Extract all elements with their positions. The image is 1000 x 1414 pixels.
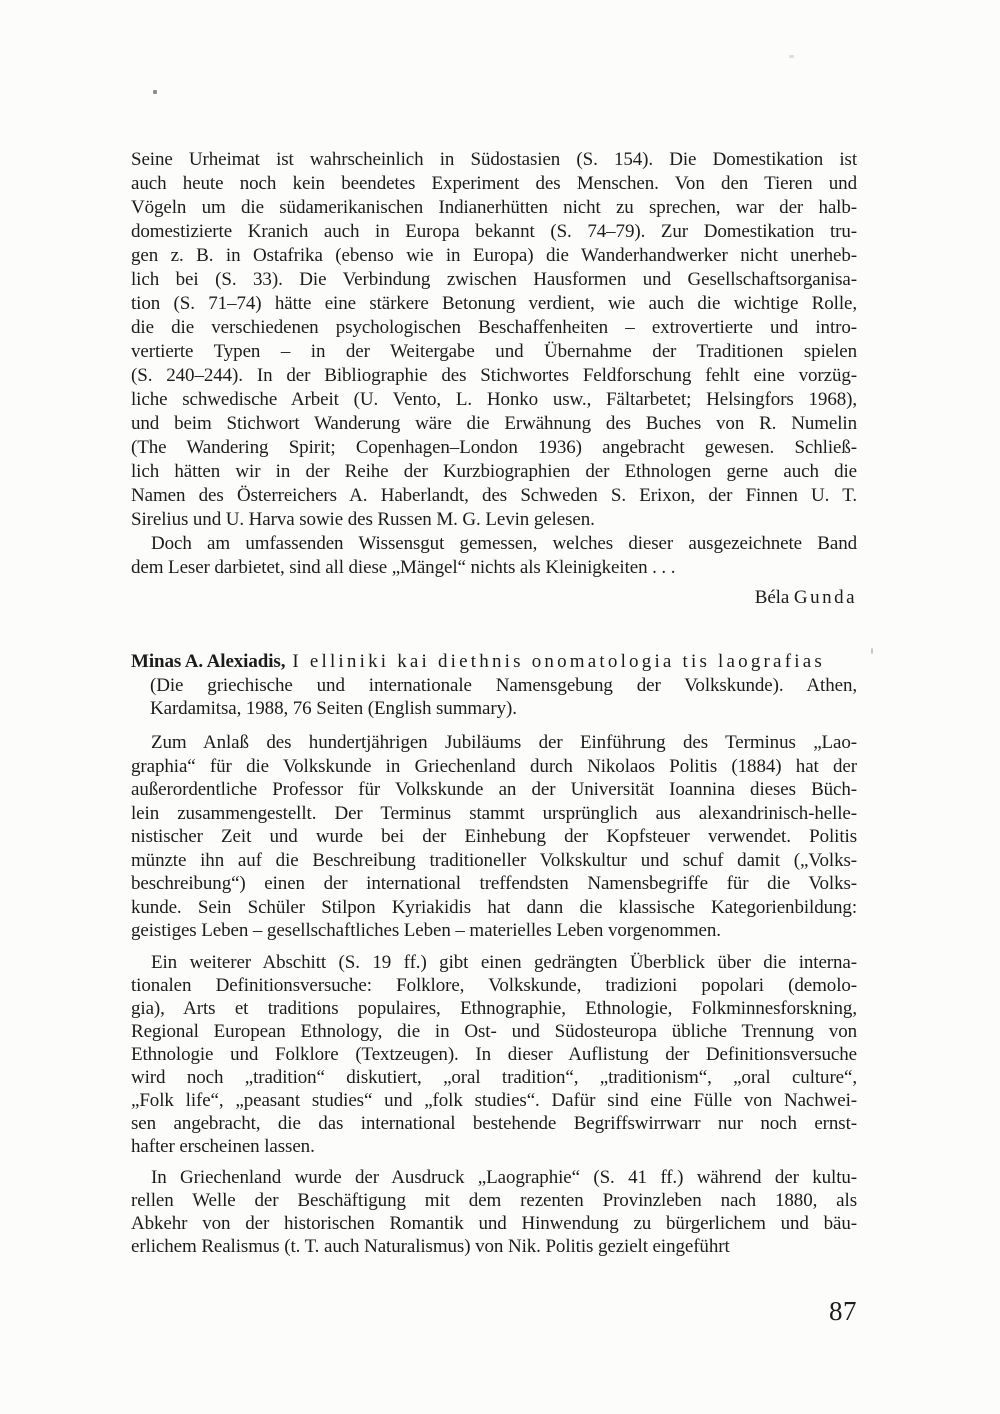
review-author: Minas A. Alexiadis, <box>131 651 286 672</box>
text-line: tionalen Definitionsversuche: Folklore, Volkskunde, tradizioni popolari (demolo- <box>131 975 857 996</box>
text-line: „Folk life“, „peasant studies“ und „folk studies“. Dafür sind eine Fülle von Nachwei- <box>131 1090 857 1111</box>
text-line: dem Leser darbietet, sind all diese „Mängel“ nichts als Kleinigkeiten . . . <box>131 557 676 578</box>
text-line: Abkehr von der historischen Romantik und Hinwendung zu bürgerlichem und bäu- <box>131 1213 857 1234</box>
scan-speck <box>789 55 794 58</box>
text-line: auch heute noch kein beendetes Experiment des Menschen. Von den Tieren und <box>131 173 857 194</box>
review-heading-subtitle <box>131 674 857 721</box>
text-line: rellen Welle der Beschäftigung mit dem rezenten Provinzleben nach 1880, als <box>131 1190 857 1211</box>
review-heading <box>131 650 857 721</box>
text-line: sen angebracht, die das international bestehende Begriffswirrwarr nur noch ernst- <box>131 1113 857 1134</box>
text-line: tion (S. 71–74) hätte eine stärkere Betonung verdient, wie auch die wichtige Rolle, <box>131 293 857 314</box>
text-line: Zum Anlaß des hundertjährigen Jubiläums der Einführung des Terminus „Lao- <box>151 732 857 753</box>
text-line: lich bei (S. 33). Die Verbindung zwischen Hausformen und Gesellschaftsorganisa- <box>131 269 857 290</box>
text-line: Doch am umfassenden Wissensgut gemessen, welches dieser ausgezeichnete Band <box>151 533 857 554</box>
text-line: geistiges Leben – gesellschaftliches Leben – materielles Leben vorgenommen. <box>131 920 721 941</box>
text-line: hafter erscheinen lassen. <box>131 1136 315 1157</box>
text-line: erlichem Realismus (t. T. auch Naturalismus) von Nik. Politis gezielt eingeführt <box>131 1236 730 1257</box>
text-line: Kardamitsa, 1988, 76 Seiten (English summary). <box>150 698 517 719</box>
text-line: (S. 240–244). In der Bibliographie des Stichwortes Feldforschung fehlt eine vorzüg- <box>131 365 857 386</box>
reviewer-signature <box>131 586 857 610</box>
reviewer-given-name: Béla <box>754 587 790 608</box>
text-line: liche schwedische Arbeit (U. Vento, L. Honko usw., Fältarbetet; Helsingfors 1968), <box>131 389 857 410</box>
text-line: beschreibung“) einen der international treffendsten Namensbegriffe für die Volks- <box>131 873 857 894</box>
text-line: kunde. Sein Schüler Stilpon Kyriakidis hat dann die klassische Kategorienbildung: <box>131 896 857 918</box>
text-line: Namen des Österreichers A. Haberlandt, des Schweden S. Erixon, der Finnen U. T. <box>131 485 857 506</box>
text-line: münzte ihn auf die Beschreibung traditioneller Volkskultur und schuf damit („Volks- <box>131 849 857 871</box>
text-line: gen z. B. in Ostafrika (ebenso wie in Europa) die Wanderhandwerker nicht unerheb- <box>131 245 857 266</box>
review-paragraph-2 <box>131 951 857 1158</box>
text-line: (The Wandering Spirit; Copenhagen–London 1936) angebracht gewesen. Schließ- <box>131 437 857 458</box>
review-paragraph-3 <box>131 1166 857 1258</box>
text-line: domestizierte Kranich auch in Europa bekannt (S. 74–79). Zur Domestikation tru- <box>131 221 857 242</box>
text-line: Vögeln um die südamerikanischen Indianerhütten nicht zu sprechen, war der halb- <box>131 197 857 218</box>
review-heading-line <box>131 650 857 674</box>
text-line: Ethnologie und Folklore (Textzeugen). In dieser Auflistung der Definitionsversuche <box>131 1044 857 1065</box>
text-line: graphia“ für die Volkskunde in Griechenland durch Nikolaos Politis (1884) hat der <box>131 755 857 777</box>
text-line: Seine Urheimat ist wahrscheinlich in Südostasien (S. 154). Die Domestikation ist <box>131 149 857 170</box>
scan-speck <box>871 648 873 654</box>
text-line: außerordentliche Professor für Volkskunde an der Universität Ioannina dieses Büch- <box>131 779 857 800</box>
text-line: Ein weiterer Abschitt (S. 19 ff.) gibt einen gedrängten Überblick über die interna- <box>151 952 857 973</box>
text-line: Sirelius und U. Harva sowie des Russen M. G. Levin gelesen. <box>131 509 595 530</box>
review-paragraph-1 <box>131 731 857 943</box>
text-line: (Die griechische und internationale Namensgebung der Volkskunde). Athen, <box>150 674 857 696</box>
text-line: und beim Stichwort Wanderung wäre die Erwähnung des Buches von R. Numelin <box>131 413 857 434</box>
text-line: lein zusammengestellt. Der Terminus stammt ursprünglich aus alexandrinisch-helle- <box>131 802 857 824</box>
text-line: nistischer Zeit und wurde bei der Einhebung der Kopfsteuer verwendet. Politis <box>131 826 857 847</box>
review-title: I elliniki kai diethnis onomatologia tis laografias <box>292 651 825 672</box>
page-number: 87 <box>829 1296 857 1326</box>
reviewer-family-name: Gunda <box>793 587 857 608</box>
text-line: wird noch „tradition“ diskutiert, „oral tradition“, „traditionism“, „oral culture“, <box>131 1067 857 1088</box>
text-line: lich hätten wir in der Reihe der Kurzbiographien der Ethnologen gerne auch die <box>131 461 857 482</box>
scan-speck <box>153 90 157 94</box>
text-line: In Griechenland wurde der Ausdruck „Laographie“ (S. 41 ff.) während der kultu- <box>151 1167 857 1188</box>
review-body-paragraph <box>131 148 857 532</box>
text-line: Regional European Ethnology, die in Ost- und Südosteuropa übliche Trennung von <box>131 1021 857 1042</box>
review-closing-paragraph <box>131 532 857 580</box>
text-line: die die verschiedenen psychologischen Beschaffenheiten – extrovertierte und intro- <box>131 317 857 338</box>
text-line: vertierte Typen – in der Weitergabe und Übernahme der Traditionen spielen <box>131 341 857 362</box>
text-line: gia), Arts et traditions populaires, Ethnographie, Ethnologie, Folkminnesforskning, <box>131 998 857 1019</box>
